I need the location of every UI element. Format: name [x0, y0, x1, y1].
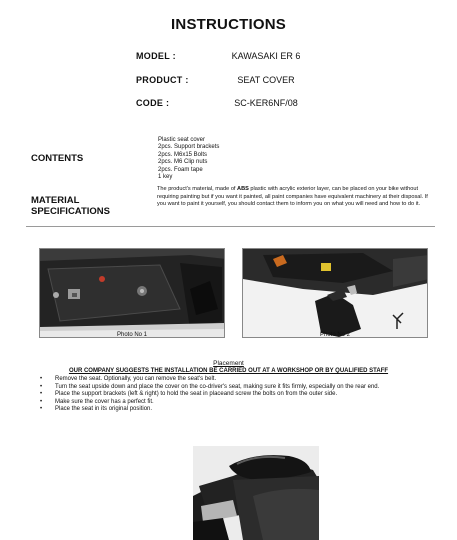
- model-label: MODEL :: [136, 51, 176, 61]
- placement-warning: OUR COMPANY SUGGESTS THE INSTALLATION BE CARRIED OUT AT A WORKSHOP OR BY QUALIFIED STAFF: [68, 368, 389, 374]
- list-item: • Place the support brackets (left & right) to hold the seat in placeand screw the bolts on from the outer side.: [40, 391, 440, 399]
- list-item: • Remove the seat. Optionally, you can remove the seat's belt.: [40, 376, 440, 384]
- photo-1-caption: Photo No 1: [116, 332, 148, 338]
- product-value: SEAT COVER: [237, 75, 295, 85]
- installation-steps: [40, 376, 440, 414]
- contents-item: 2pcs. Support brackets: [158, 144, 220, 151]
- seat-underside-image: [40, 249, 225, 338]
- placement-title: Placement: [213, 360, 244, 367]
- code-value: SC-KER6NF/08: [234, 98, 298, 108]
- contents-item: Plastic seat cover: [158, 137, 206, 143]
- material-text-start: The product's material, made of: [157, 186, 238, 192]
- contents-list: [158, 137, 219, 181]
- motorcycle-seat-photo: [193, 446, 319, 540]
- page-title: INSTRUCTIONS: [171, 16, 286, 33]
- list-item: • Make sure the cover has a perfect fit.: [40, 399, 440, 407]
- contents-item: 2pcs. Foam tape: [158, 166, 203, 173]
- contents-item: 2pcs. M6 Clip nuts: [158, 159, 208, 166]
- contents-heading: CONTENTS: [31, 153, 84, 164]
- product-label: PRODUCT :: [136, 75, 189, 85]
- code-label: CODE :: [136, 98, 170, 108]
- section-divider: [26, 226, 435, 227]
- photo-1: [39, 248, 225, 338]
- photo-2: [242, 248, 428, 338]
- photo-2-caption: Photo No 2: [319, 332, 351, 338]
- material-text-rest: plastic with acrylic exterior layer, can be placed on your bike without requiring painting but if you want it painted, all paint companies have equivalent machinery at their disposal. If you want to paint it yourself, you should contact them to inform you on what you will need and how to do it.: [157, 186, 428, 208]
- material-heading-line1: MATERIAL: [31, 195, 80, 206]
- model-value: KAWASAKI ER 6: [231, 51, 301, 61]
- list-item: • Place the seat in its original position.: [40, 406, 440, 414]
- material-heading-line2: SPECIFICATIONS: [31, 206, 110, 217]
- list-item: • Turn the seat upside down and place the cover on the co-driver's seat, making sure it fits firmly, especially on the rear end.: [40, 384, 440, 392]
- material-text-abs: ABS: [237, 186, 249, 192]
- contents-item: 1 key: [158, 174, 173, 181]
- installed-seat-cover-image: [193, 446, 319, 540]
- material-heading: [31, 195, 110, 217]
- contents-item: 2pcs. M6x15 Bolts: [158, 151, 208, 158]
- material-description: [157, 186, 437, 209]
- bracket-install-image: [243, 249, 428, 338]
